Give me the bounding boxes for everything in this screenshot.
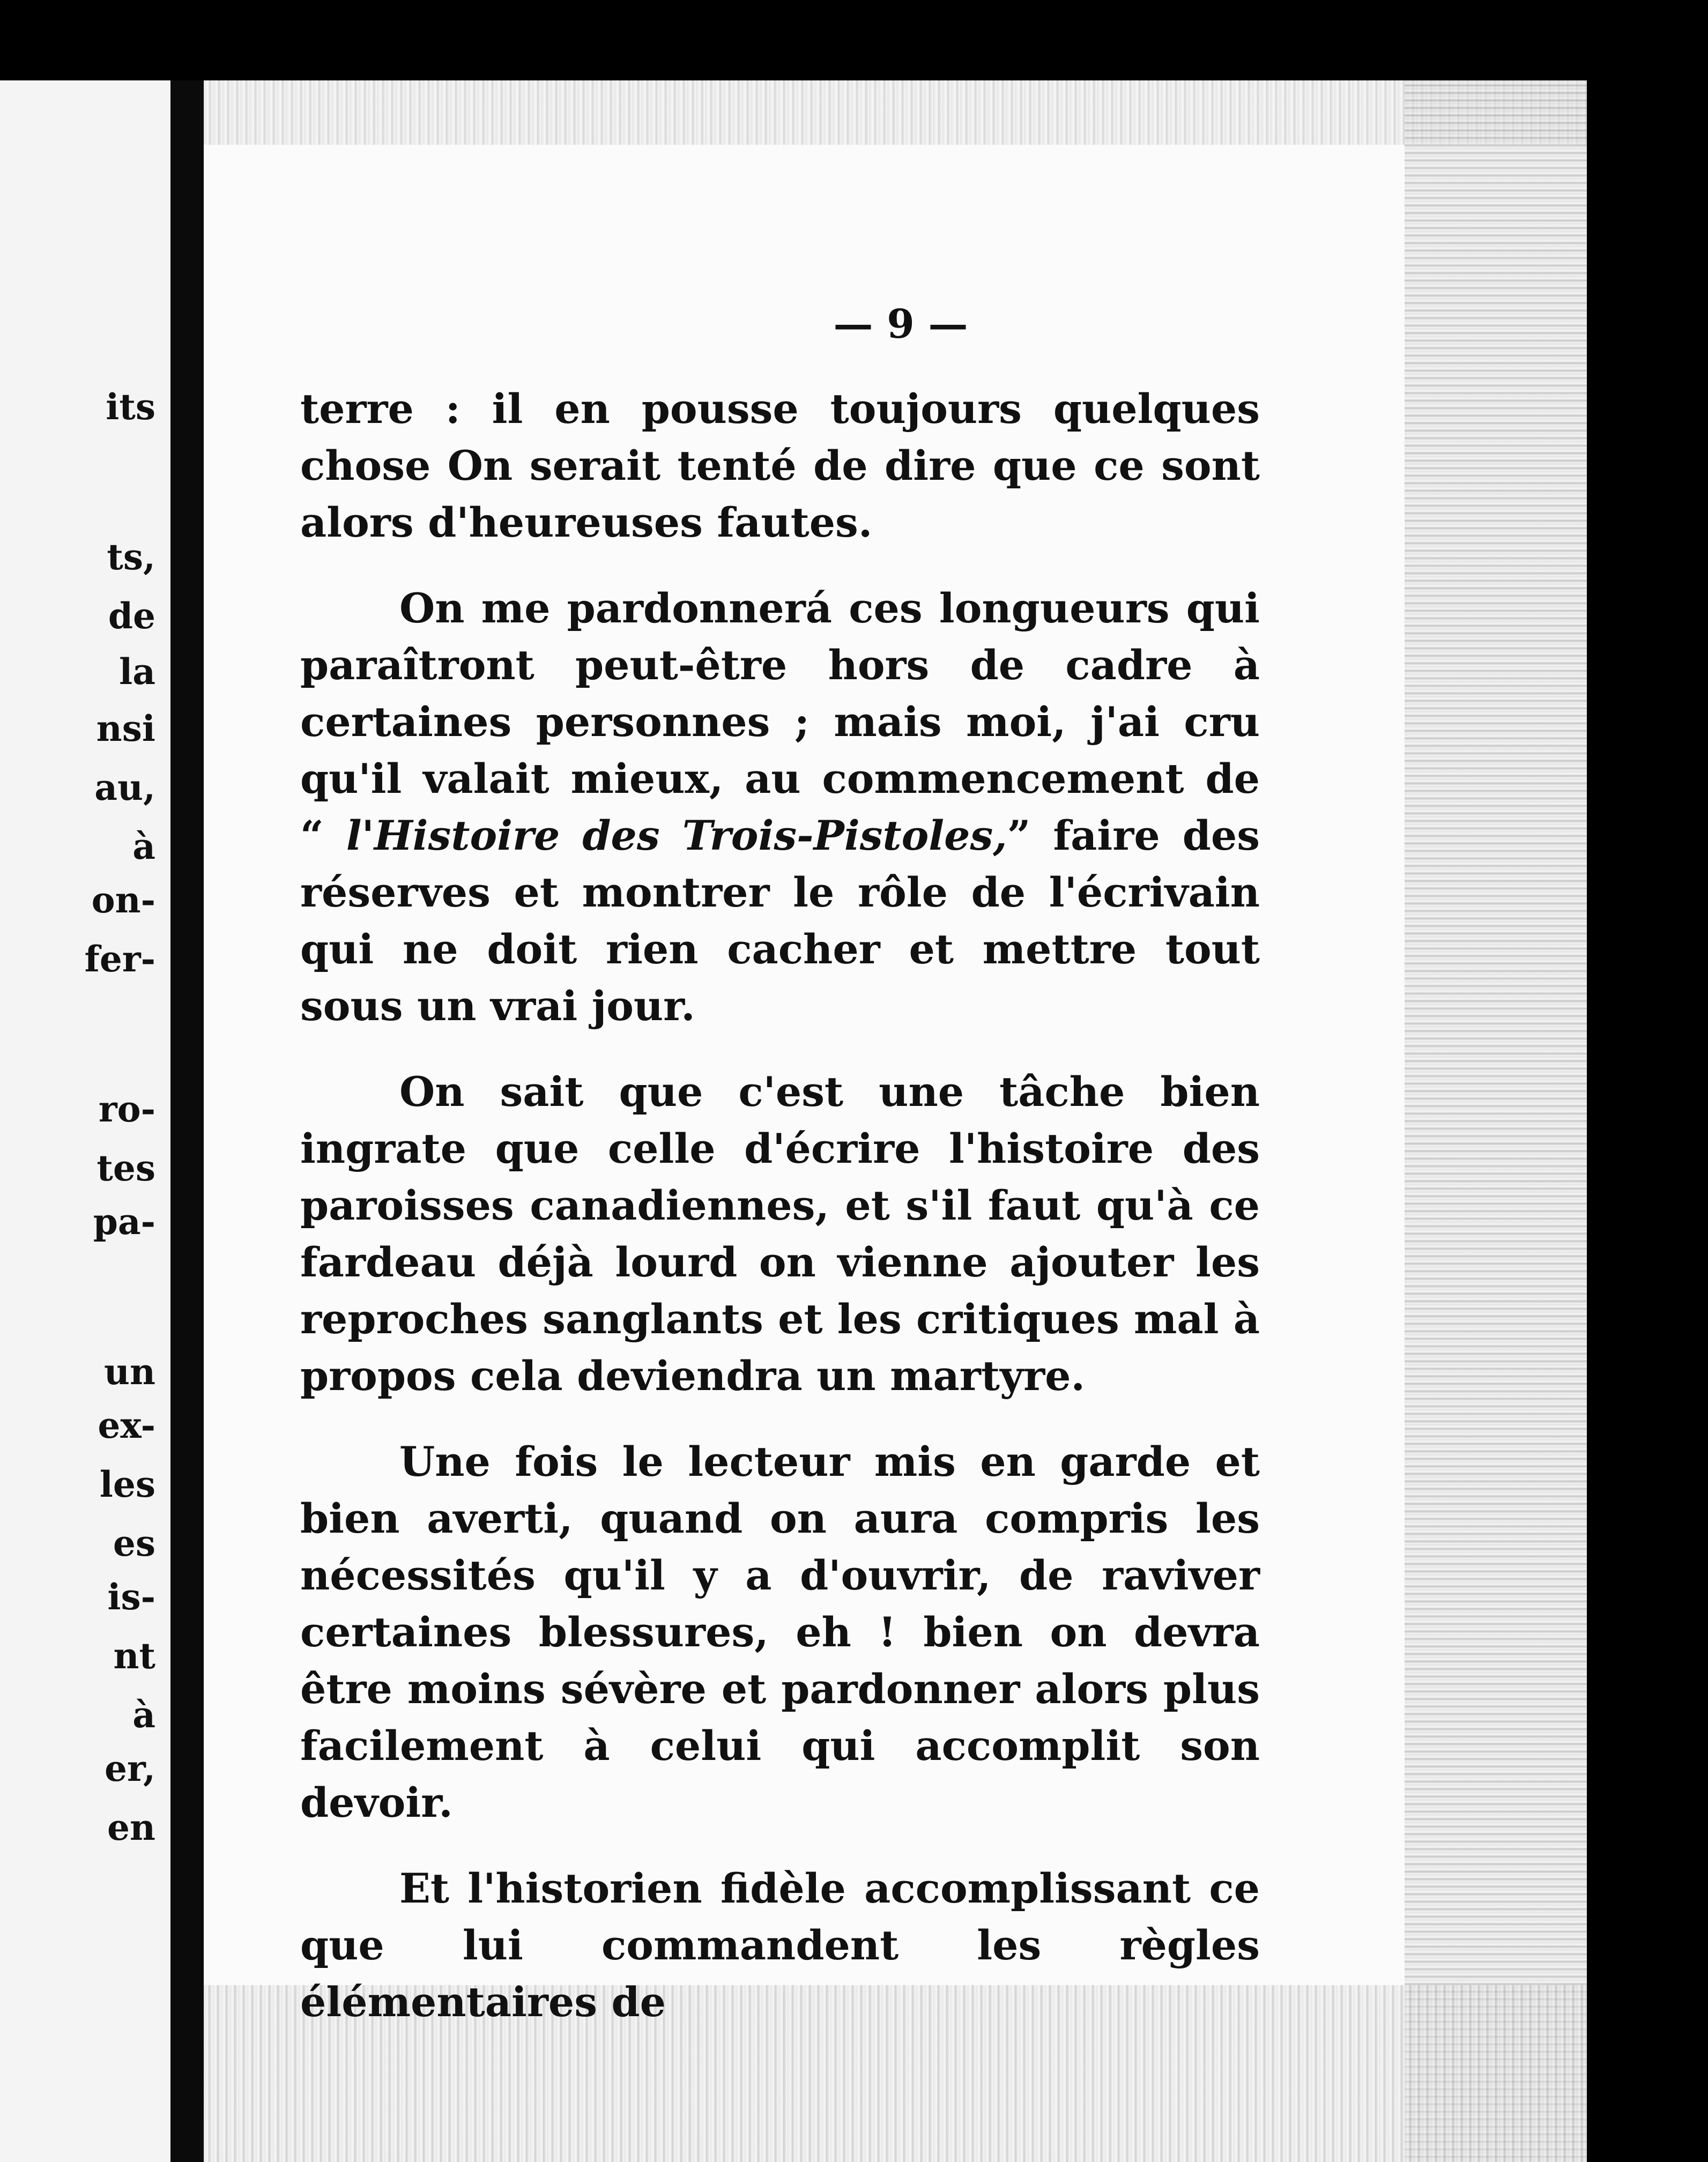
page-number: — 9 — xyxy=(833,301,968,347)
left-line-fragment: pa- xyxy=(93,1201,155,1243)
paragraph: terre : il en pousse toujours quelques chose On serait tenté de dire que ce sont alors d'heureuses fautes. xyxy=(300,385,1260,546)
left-line-fragment: de xyxy=(108,595,155,637)
left-line-fragment: nt xyxy=(113,1635,155,1677)
paragraph-text: ” faire des réserves et montrer le rôle de l'écrivain qui ne doit rien cacher et mettre tout sous un vrai jour. xyxy=(300,812,1260,1030)
left-line-fragment: à xyxy=(132,1694,155,1736)
book-gutter xyxy=(170,80,204,2162)
book-title-italic: l'Histoire des Trois-Pistoles, xyxy=(346,812,1007,859)
left-line-fragment: er, xyxy=(105,1748,155,1789)
left-facing-page xyxy=(0,80,170,2162)
left-line-fragment: les xyxy=(99,1463,155,1505)
left-line-fragment: tes xyxy=(96,1147,155,1189)
right-page xyxy=(204,80,1587,2162)
left-line-fragment: fer- xyxy=(84,938,155,980)
left-line-fragment: ex- xyxy=(98,1405,155,1446)
body-text xyxy=(300,381,1260,2060)
left-line-fragment: on- xyxy=(91,879,155,921)
left-line-fragment: its xyxy=(106,386,155,428)
scan-noise-top xyxy=(204,80,1587,145)
left-line-fragment: au, xyxy=(94,767,155,808)
paragraph-text: On me pardonnerá ces longueurs qui paraîtront peut-être hors de cadre à certaines personnes ; mais moi, j'ai cru qu'il valait mieux, au commencement de “ xyxy=(300,584,1260,859)
paragraph: Et l'historien fidèle accomplissant ce que lui commandent les règles élémentaires de xyxy=(300,1864,1260,2026)
left-line-fragment: en xyxy=(107,1807,155,1848)
scan-noise-edge xyxy=(1405,80,1587,2162)
left-line-fragment: un xyxy=(104,1351,155,1393)
left-line-fragment: à xyxy=(132,826,155,867)
paragraph: Une fois le lecteur mis en garde et bien averti, quand on aura compris les nécessités qu'il y a d'ouvrir, de raviver certaines blessures, eh ! bien on devra être moins sévère et pardonner alors plus facilement à celui qui accomplit son devoir. xyxy=(300,1438,1260,1826)
left-line-fragment: la xyxy=(119,651,155,693)
left-line-fragment: nsi xyxy=(96,708,155,749)
left-line-fragment: is- xyxy=(107,1576,155,1618)
paragraph: On sait que c'est une tâche bien ingrate que celle d'écrire l'histoire des paroisses canadiennes, et s'il faut qu'à ce fardeau déjà lourd on vienne ajouter les reproches sanglants et les critiques mal à propos cela deviendra un martyre. xyxy=(300,1068,1260,1400)
left-line-fragment: ts, xyxy=(107,536,155,578)
left-line-fragment: ro- xyxy=(98,1088,155,1130)
paragraph xyxy=(300,580,1260,1035)
left-line-fragment: es xyxy=(113,1522,155,1564)
